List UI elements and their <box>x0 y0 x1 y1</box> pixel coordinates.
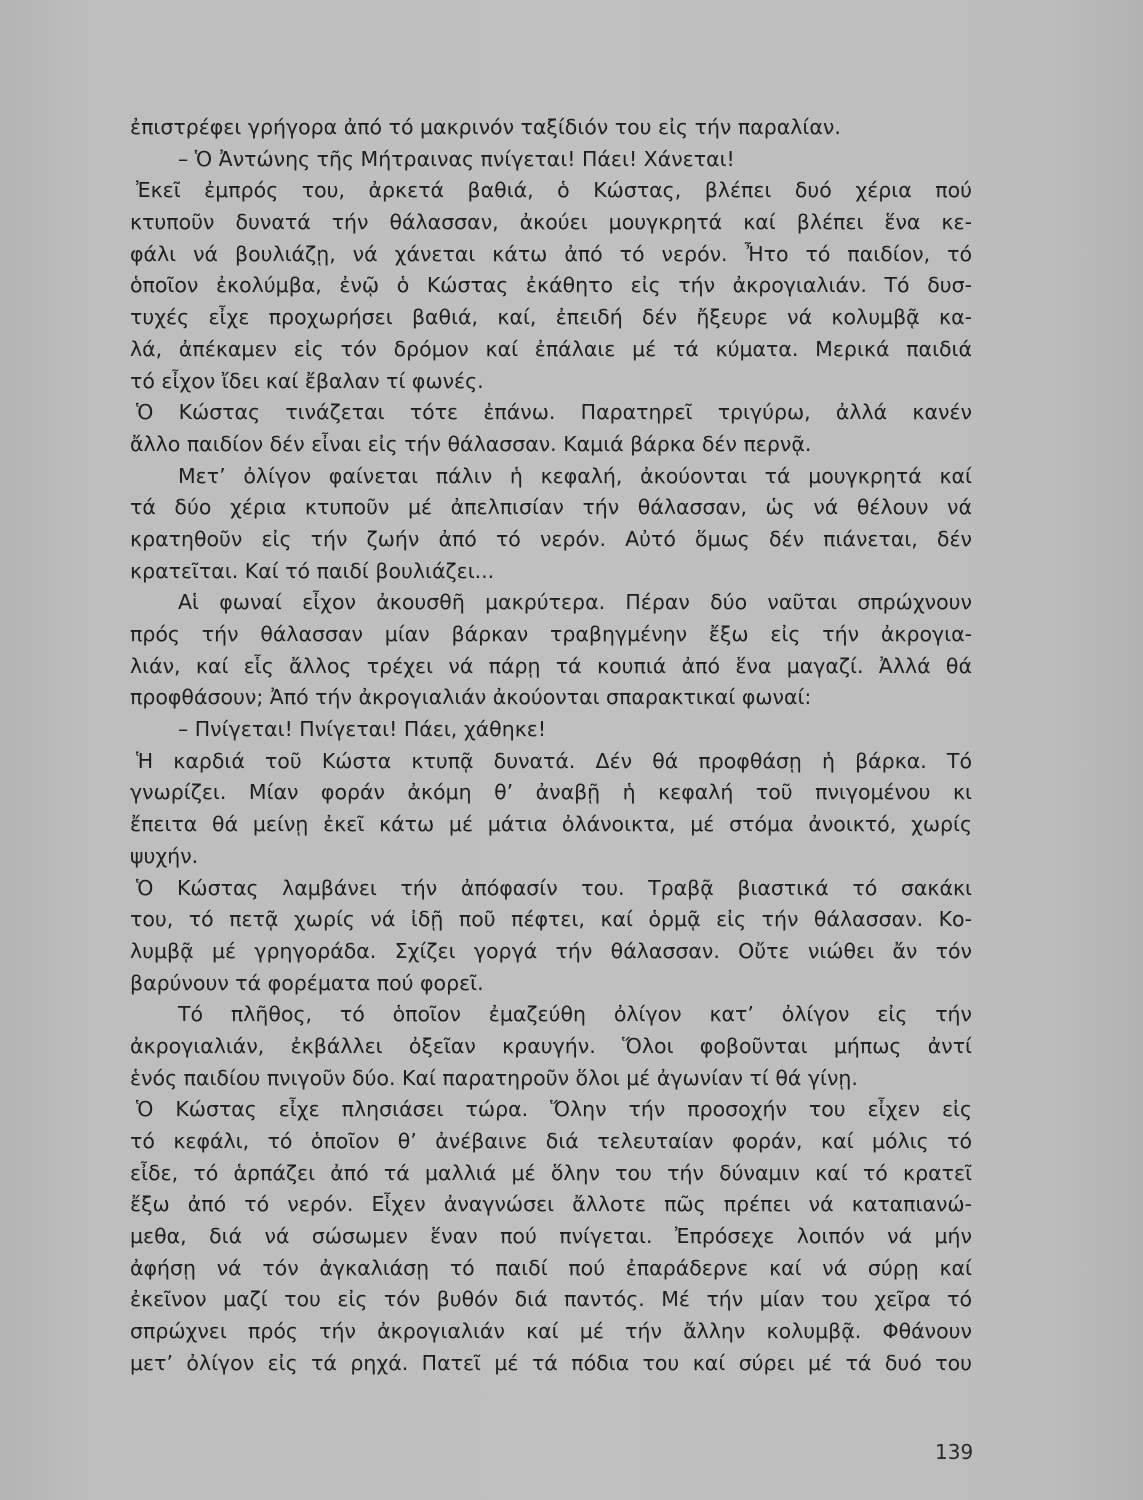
text-line: Μετ’ ὀλίγον φαίνεται πάλιν ἡ κεφαλή, ἀκούονται τά μουγκρητά καί <box>178 463 972 488</box>
text-line: γνωρίζει. Μίαν φοράν ἀκόμη θ’ ἀναβῇ ἡ κεφαλή τοῦ πνιγομένου κι <box>130 780 972 805</box>
text-line: του, τό πετᾷ χωρίς νά ἰδῇ ποῦ πέφτει, καί ὁρμᾷ εἰς τήν θάλασσαν. Κο- <box>130 907 972 932</box>
text-line: – Ὁ Ἀντώνης τῆς Μήτραινας πνίγεται! Πάει! Χάνεται! <box>178 146 735 171</box>
text-line: ἔξω ἀπό τό νερόν. Εἶχεν ἀναγνώσει ἄλλοτε πῶς πρέπει νά καταπιανώ- <box>130 1192 972 1217</box>
text-line: ἀκρογιαλιάν, ἐκβάλλει ὀξεῖαν κραυγήν. Ὅλοι φοβοῦνται μήπως ἀντί <box>130 1033 972 1058</box>
text-line: κρατεῖται. Καί τό παιδί βουλιάζει... <box>130 558 495 583</box>
text-line: ὁποῖον ἐκολύμβα, ἐνῷ ὁ Κώστας ἐκάθητο εἰς τήν ἀκρογιαλιάν. Τό δυσ- <box>130 273 972 298</box>
text-line: τό κεφάλι, τό ὁποῖον θ’ ἀνέβαινε διά τελευταίαν φοράν, καί μόλις τό <box>130 1129 972 1153</box>
text-line: τυχές εἶχε προχωρήσει βαθιά, καί, ἐπειδή δέν ἤξευρε νά κολυμβᾷ κα- <box>130 305 972 330</box>
text-line: λιάν, καί εἷς ἄλλος τρέχει νά πάρῃ τά κουπιά ἀπό ἕνα μαγαζί. Ἀλλά θά <box>130 653 972 678</box>
text-line: βαρύνουν τά φορέματα πού φορεῖ. <box>130 970 484 995</box>
text-line: Ἐκεῖ ἐμπρός του, ἀρκετά βαθιά, ὁ Κώστας, βλέπει δυό χέρια πού <box>136 178 972 203</box>
text-line: σπρώχνει πρός τήν ἀκρογιαλιάν καί μέ τήν ἄλλην κολυμβᾷ. Φθάνουν <box>130 1319 972 1344</box>
text-line: ἐκεῖνον μαζί του εἰς τόν βυθόν διά παντός. Μέ τήν μίαν του χεῖρα τό <box>130 1287 972 1312</box>
text-line: ἔπειτα θά μείνῃ ἐκεῖ κάτω μέ μάτια ὀλάνοικτα, μέ στόμα ἀνοικτό, χωρίς <box>130 812 972 837</box>
text-line: Ἡ καρδιά τοῦ Κώστα κτυπᾷ δυνατά. Δέν θά προφθάσῃ ἡ βάρκα. Τό <box>136 748 972 773</box>
text-line: Ὁ Κώστας λαμβάνει τήν ἀπόφασίν του. Τραβᾷ βιαστικά τό σακάκι <box>136 875 972 900</box>
text-line: ψυχήν. <box>130 843 199 868</box>
text-line: ἑνός παιδίου πνιγοῦν δύο. Καί παρατηροῦν ὅλοι μέ ἀγωνίαν τί θά γίνῃ. <box>130 1065 858 1090</box>
page-number: 139 <box>935 1440 974 1464</box>
text-line: Αἱ φωναί εἶχον ἀκουσθῆ μακρύτερα. Πέραν δύο ναῦται σπρώχνουν <box>178 590 972 615</box>
text-line: πρός τήν θάλασσαν μίαν βάρκαν τραβηγμένην ἔξω εἰς τήν ἀκρογια- <box>130 622 972 646</box>
text-line: Τό πλῆθος, τό ὁποῖον ἐμαζεύθη ὀλίγον κατ’ ὀλίγον εἰς τήν <box>178 1002 972 1027</box>
text-line: προφθάσουν; Ἀπό τήν ἀκρογιαλιάν ἀκούονται σπαρακτικαί φωναί: <box>130 685 812 710</box>
text-line: μεθα, διά νά σώσωμεν ἕναν πού πνίγεται. Ἐπρόσεχε λοιπόν νά μήν <box>130 1224 972 1249</box>
text-line: τό εἶχον ἴδει καί ἔβαλαν τί φωνές. <box>130 368 484 393</box>
text-line: ἐπιστρέφει γρήγορα ἀπό τό μακρινόν ταξίδιόν του εἰς τήν παραλίαν. <box>130 115 841 139</box>
text-line: τά δύο χέρια κτυποῦν μέ ἀπελπισίαν τήν θάλασσαν, ὡς νά θέλουν νά <box>130 495 972 520</box>
text-line: κρατηθοῦν εἰς τήν ζωήν ἀπό τό νερόν. Αὐτό ὅμως δέν πιάνεται, δέν <box>130 526 972 551</box>
text-line: λά, ἀπέκαμεν εἰς τόν δρόμον καί ἐπάλαιε μέ τά κύματα. Μερικά παιδιά <box>130 336 972 361</box>
text-line: Ὁ Κώστας τινάζεται τότε ἐπάνω. Παρατηρεῖ τριγύρω, ἀλλά κανέν <box>136 400 972 425</box>
text-line: Ὁ Κώστας εἶχε πλησιάσει τώρα. Ὅλην τήν προσοχήν του εἶχεν εἰς <box>136 1097 972 1122</box>
text-line: λυμβᾷ μέ γρηγοράδα. Σχίζει γοργά τήν θάλασσαν. Οὔτε νιώθει ἄν τόν <box>130 938 972 963</box>
text-line: εἶδε, τό ἁρπάζει ἀπό τά μαλλιά μέ ὅλην του τήν δύναμιν καί τό κρατεῖ <box>130 1160 972 1185</box>
text-line: ἀφήσῃ νά τόν ἀγκαλιάσῃ τό παιδί πού ἐπαράδερνε καί νά σύρῃ καί <box>130 1255 972 1280</box>
text-line: – Πνίγεται! Πνίγεται! Πάει, χάθηκε! <box>178 717 547 742</box>
text-line: κτυποῦν δυνατά τήν θάλασσαν, ἀκούει μουγκρητά καί βλέπει ἕνα κε- <box>130 210 972 235</box>
text-line: φάλι νά βουλιάζῃ, νά χάνεται κάτω ἀπό τό νερόν. Ἦτο τό παιδίον, τό <box>130 241 972 266</box>
body-text <box>130 112 972 1380</box>
text-line: μετ’ ὀλίγον εἰς τά ρηχά. Πατεῖ μέ τά πόδια του καί σύρει μέ τά δυό του <box>130 1350 972 1375</box>
text-line: ἄλλο παιδίον δέν εἶναι εἰς τήν θάλασσαν. Καμιά βάρκα δέν περνᾷ. <box>130 431 812 456</box>
